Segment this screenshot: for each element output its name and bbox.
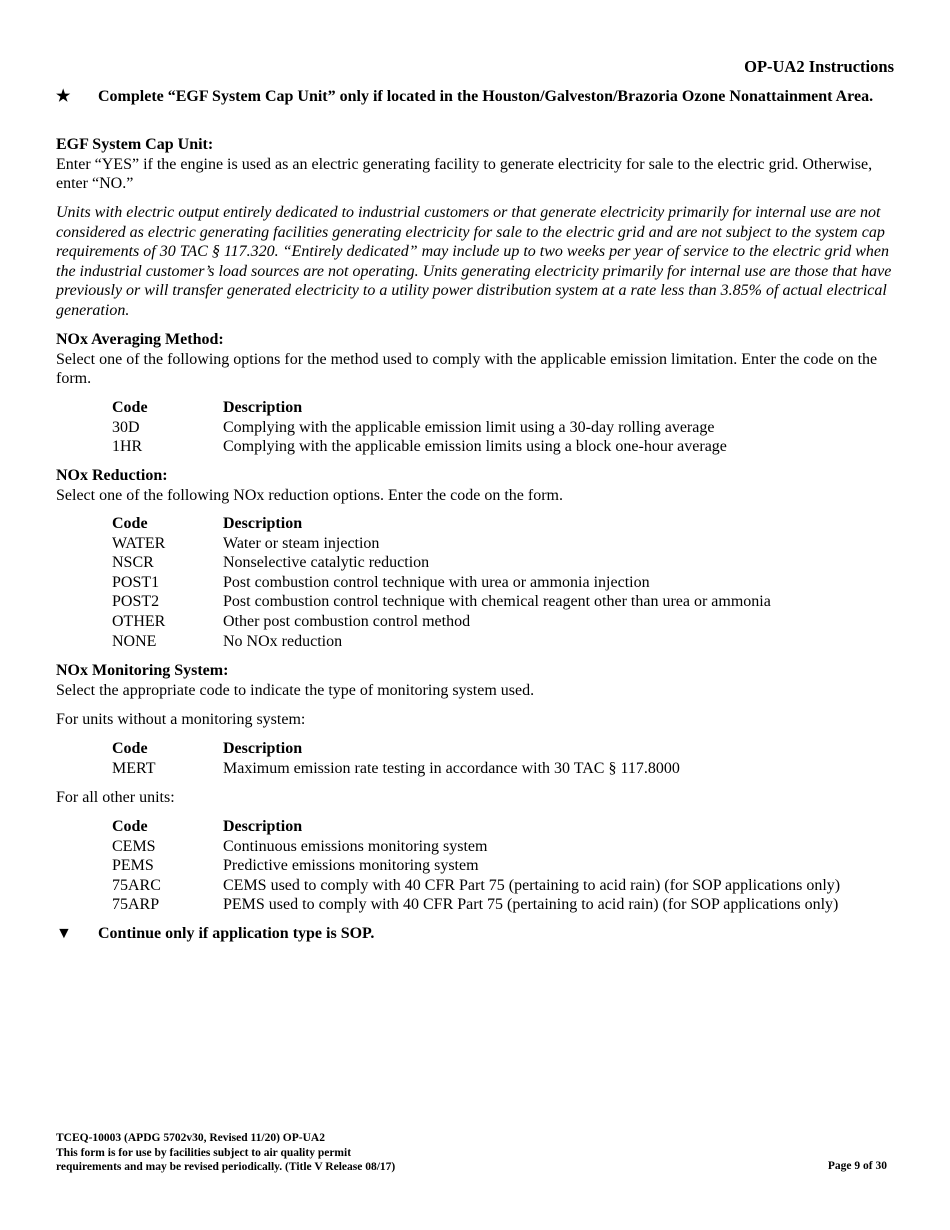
reduction-table (112, 514, 771, 651)
bullet-sop-text: Continue only if application type is SOP. (98, 925, 375, 942)
table-row (112, 534, 771, 554)
page-number: Page 9 of 30 (827, 1160, 887, 1172)
table-row (112, 573, 771, 593)
averaging-table (112, 398, 727, 457)
bullet-egf-condition (56, 87, 896, 107)
code-cell: MERT (112, 759, 156, 777)
monitoring-other-table (112, 817, 840, 915)
description-cell: Post combustion control technique with chemical reagent other than urea or ammonia (223, 593, 771, 611)
description-cell: CEMS used to comply with 40 CFR Part 75 (pertaining to acid rain) (for SOP applications only) (223, 876, 841, 894)
description-cell: Maximum emission rate testing in accordance with 30 TAC § 117.8000 (223, 759, 680, 777)
code-cell: NSCR (112, 554, 154, 572)
table-row (112, 553, 771, 573)
code-cell: NONE (112, 632, 157, 650)
description-cell: No NOx reduction (223, 632, 343, 650)
description-cell: Complying with the applicable emission limits using a block one-hour average (223, 438, 727, 456)
table-row (112, 437, 727, 457)
description-header: Description (223, 818, 303, 835)
footer-line-1: TCEQ-10003 (APDG 5702v30, Revised 11/20) OP-UA2 (56, 1132, 325, 1144)
code-cell: POST2 (112, 593, 160, 611)
description-cell: Complying with the applicable emission limit using a 30-day rolling average (223, 418, 715, 436)
reduction-body: Select one of the following NOx reduction options. Enter the code on the form. (56, 486, 563, 504)
description-header: Description (223, 515, 303, 532)
description-cell: Predictive emissions monitoring system (223, 857, 479, 875)
monitoring-section (56, 661, 896, 700)
table-row (112, 837, 840, 857)
code-cell: PEMS (112, 857, 154, 875)
monitoring-title: NOx Monitoring System: (56, 662, 229, 679)
table-header (112, 817, 840, 837)
table-header (112, 398, 727, 418)
code-cell: OTHER (112, 612, 166, 630)
code-header: Code (112, 399, 148, 416)
code-cell: CEMS (112, 837, 156, 855)
description-cell: Other post combustion control method (223, 612, 471, 630)
description-cell: Nonselective catalytic reduction (223, 554, 430, 572)
averaging-title: NOx Averaging Method: (56, 331, 224, 348)
table-header (112, 739, 680, 759)
code-cell: 75ARC (112, 876, 161, 894)
bullet-sop-condition (56, 924, 896, 944)
table-row (112, 592, 771, 612)
table-row (112, 612, 771, 632)
egf-note: Units with electric output entirely dedicated to industrial customers or that generate electricity primarily for internal use are not considered as electric generating facilities generating electricity for sale to the electric grid and are not subject to the system cap requirements of 30 TAC § 117.320. “Entirely dedicated” may include up to two weeks per year of service to the electric grid when the industrial customer’s load sources are not operating. Units generating electricity primarily for internal use are those that have previously or will transfer generated electricity to a utility power distribution system at a rate less than 3.85% of actual electrical generation. (56, 204, 892, 319)
egf-title: EGF System Cap Unit: (56, 136, 214, 153)
star-icon: ★ (56, 88, 71, 105)
averaging-section (56, 330, 896, 389)
reduction-title: NOx Reduction: (56, 467, 168, 484)
bullet-egf-text: Complete “EGF System Cap Unit” only if located in the Houston/Galveston/Brazoria Ozone Nonattainment Area. (98, 88, 874, 105)
code-cell: 1HR (112, 438, 143, 456)
code-cell: 30D (112, 418, 140, 436)
monitoring-without-label: For units without a monitoring system: (56, 711, 306, 728)
header-title: OP-UA2 Instructions (744, 57, 894, 76)
table-row (112, 895, 840, 915)
description-cell: Post combustion control technique with urea or ammonia injection (223, 573, 650, 591)
description-header: Description (223, 740, 303, 757)
monitoring-without-table (112, 739, 680, 778)
footer-line-3: requirements and may be revised periodically. (Title V Release 08/17) (56, 1161, 396, 1173)
reduction-section (56, 466, 896, 505)
egf-body: Enter “YES” if the engine is used as an electric generating facility to generate electricity for sale to the electric grid. Otherwise, enter “NO.” (56, 155, 873, 193)
description-header: Description (223, 399, 303, 416)
table-row (112, 759, 680, 779)
code-header: Code (112, 818, 148, 835)
code-cell: WATER (112, 534, 166, 552)
table-row (112, 632, 771, 652)
table-row (112, 418, 727, 438)
code-cell: 75ARP (112, 896, 160, 914)
egf-section (56, 135, 896, 194)
averaging-body: Select one of the following options for the method used to comply with the applicable emission limitation. Enter the code on the form. (56, 350, 878, 388)
description-cell: PEMS used to comply with 40 CFR Part 75 (pertaining to acid rain) (for SOP applications only) (223, 896, 839, 914)
table-row (112, 876, 840, 896)
down-triangle-icon: ▼ (56, 925, 72, 942)
footer-line-2: This form is for use by facilities subject to air quality permit (56, 1146, 352, 1159)
code-header: Code (112, 740, 148, 757)
footer-form-info (56, 1131, 395, 1175)
table-row (112, 856, 840, 876)
monitoring-other-label: For all other units: (56, 789, 175, 806)
monitoring-body: Select the appropriate code to indicate the type of monitoring system used. (56, 681, 535, 699)
description-cell: Continuous emissions monitoring system (223, 837, 488, 855)
code-header: Code (112, 515, 148, 532)
description-cell: Water or steam injection (223, 534, 380, 552)
table-header (112, 514, 771, 534)
code-cell: POST1 (112, 573, 160, 591)
